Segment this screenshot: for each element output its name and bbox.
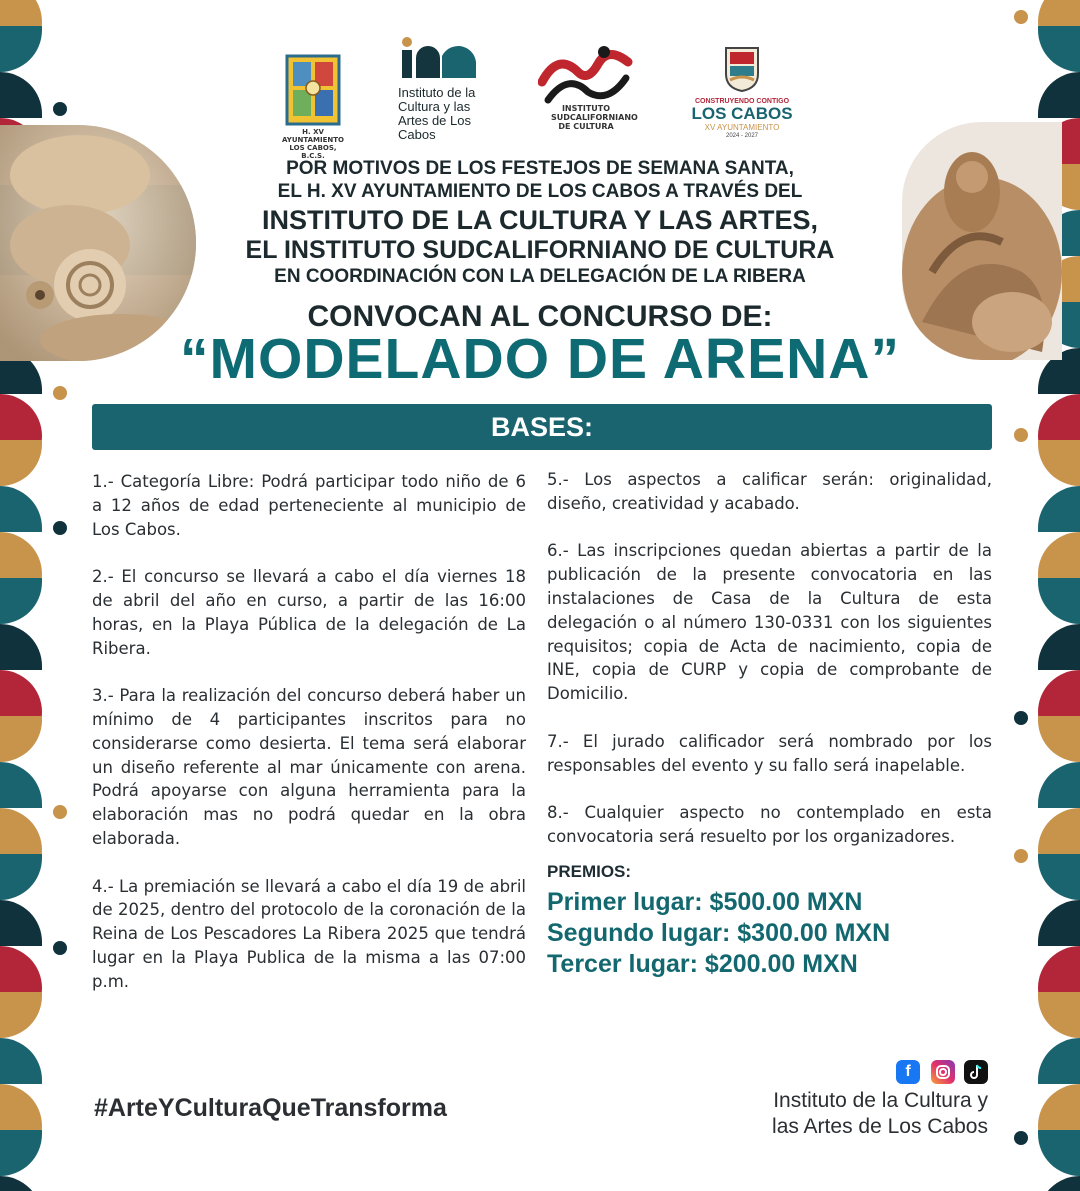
border-segment	[0, 992, 42, 1038]
decor-dot	[1014, 711, 1028, 725]
base-item-2: 2.- El concurso se llevará a cabo el día viernes 18 de abril del año en curso, a partir de las 16:00 horas, en la Playa Pública de la delegación de La Ribera.	[92, 567, 526, 658]
border-segment	[1038, 578, 1080, 624]
tiktok-icon[interactable]	[964, 1060, 988, 1084]
base-item-7: 7.- El jurado calificador será nombrado por los responsables del evento y su fallo será inapelable.	[547, 731, 992, 775]
border-segment	[1038, 1130, 1080, 1176]
border-segment	[0, 486, 42, 532]
decor-dot	[1014, 10, 1028, 24]
instituto-cultura-logo	[398, 36, 488, 142]
prize-third: Tercer lugar: $200.00 MXN	[547, 949, 858, 978]
loscabos-years: 2024 - 2027	[725, 133, 759, 139]
border-segment	[0, 762, 42, 808]
border-segment	[0, 26, 42, 72]
social-icons	[896, 1060, 990, 1088]
base-item-8: 8.- Cualquier aspecto no contemplado en esta convocatoria será resuelto por los organizadores.	[547, 803, 992, 846]
border-segment	[1038, 854, 1080, 900]
header-line-1: POR MOTIVOS DE LOS FESTEJOS DE SEMANA SANTA,	[286, 158, 794, 179]
base-item-6: 6.- Las inscripciones quedan abiertas a partir de la publicación de la presente convocatoria en las instalaciones de Casa de la Cultura de esta delegación o al número 130-0331 con los siguientes requisitos; copia de Acta de nacimiento, copia de INE, copia de CURP y copia de comprobante de Domicilio.	[547, 541, 992, 704]
loscabos-sub: XV AYUNTAMIENTO	[704, 123, 780, 132]
isc-figure-icon	[538, 42, 634, 106]
footer-organization	[772, 1088, 988, 1140]
base-item-4: 4.- La premiación se llevará a cabo el día 19 de abril de 2025, dentro del protocolo de la coronación de la Reina de Los Pescadores La Ribera 2025 que tendrá lugar en la Playa Publica de la misma a las 07:00 p.m.	[92, 876, 526, 991]
bases-banner: BASES:	[92, 404, 992, 450]
border-segment	[1038, 1176, 1080, 1191]
isc-caption: INSTITUTO SUDCALIFORNIANO DE CULTURA	[551, 104, 638, 131]
premios-heading: PREMIOS:	[547, 861, 632, 881]
decor-dot	[1014, 428, 1028, 442]
border-segment	[0, 1176, 42, 1191]
decor-dot	[53, 386, 67, 400]
isc-logo	[538, 42, 638, 131]
instituto-cultura-name: Instituto de la Cultura y las Artes de Los Cabos	[398, 85, 476, 142]
border-segment	[1038, 1038, 1080, 1084]
border-segment	[0, 1038, 42, 1084]
border-segment	[0, 624, 42, 670]
border-segment	[0, 900, 42, 946]
border-segment	[1038, 992, 1080, 1038]
border-segment	[1038, 900, 1080, 946]
header-line-5: EN COORDINACIÓN CON LA DELEGACIÓN DE LA RIBERA	[274, 266, 806, 287]
loscabos-tagline: CONSTRUYENDO CONTIGO	[694, 98, 790, 105]
border-segment	[1038, 486, 1080, 532]
footer-org-line-1: Instituto de la Cultura y	[773, 1089, 988, 1112]
prize-second: Segundo lugar: $300.00 MXN	[547, 918, 891, 947]
ayuntamiento-crest-icon	[285, 54, 341, 126]
bases-column-right	[547, 468, 992, 980]
border-segment	[0, 72, 42, 118]
border-segment	[0, 854, 42, 900]
icla-mark-icon	[398, 36, 478, 80]
border-segment	[0, 1130, 42, 1176]
logo-row	[270, 36, 810, 160]
decor-dot	[53, 521, 67, 535]
border-segment	[0, 716, 42, 762]
prize-first: Primer lugar: $500.00 MXN	[547, 887, 863, 916]
border-segment	[1038, 440, 1080, 486]
ayuntamiento-logo	[278, 54, 348, 160]
bases-column-left	[92, 470, 526, 1017]
ayuntamiento-caption: H. XV AYUNTAMIENTO LOS CABOS, B.C.S.	[282, 128, 344, 160]
facebook-icon[interactable]: f	[896, 1060, 920, 1084]
decor-dot	[53, 941, 67, 955]
border-segment	[1038, 716, 1080, 762]
convocan-heading: CONVOCAN AL CONCURSO DE:	[307, 300, 773, 333]
base-item-1: 1.- Categoría Libre: Podrá participar todo niño de 6 a 12 años de edad perteneciente al municipio de Los Cabos.	[92, 472, 526, 539]
loscabos-name: LOS CABOS	[691, 104, 793, 123]
loscabos-shield-icon	[722, 46, 762, 92]
contest-title: “MODELADO DE ARENA”	[180, 327, 900, 391]
instagram-icon[interactable]	[931, 1060, 955, 1084]
header-line-2: EL H. XV AYUNTAMIENTO DE LOS CABOS A TRAVÉS DEL	[277, 181, 803, 202]
header-line-3: INSTITUTO DE LA CULTURA Y LAS ARTES,	[261, 205, 819, 235]
border-segment	[0, 440, 42, 486]
border-segment	[1038, 624, 1080, 670]
loscabos-logo	[684, 46, 800, 140]
decor-dot	[1014, 849, 1028, 863]
border-segment	[1038, 762, 1080, 808]
base-item-5: 5.- Los aspectos a calificar serán: originalidad, diseño, creatividad y acabado.	[547, 470, 992, 513]
decor-dot	[53, 102, 67, 116]
hashtag: #ArteYCulturaQueTransforma	[94, 1094, 447, 1122]
header-line-4: EL INSTITUTO SUDCALIFORNIANO DE CULTURA	[245, 236, 835, 264]
decor-dot	[53, 805, 67, 819]
border-segment	[1038, 26, 1080, 72]
border-segment	[1038, 72, 1080, 118]
base-item-3: 3.- Para la realización del concurso deberá haber un mínimo de 4 participantes inscritos para no considerarse como desierta. El tema será elaborar un diseño referente al mar únicamente con arena. Podrá apoyarse con alguna herramienta para la elaboración mas no podrá quedar en la obra elaborada.	[92, 686, 526, 848]
decor-dot	[1014, 1131, 1028, 1145]
footer-org-line-2: las Artes de Los Cabos	[772, 1115, 988, 1138]
border-segment	[0, 578, 42, 624]
